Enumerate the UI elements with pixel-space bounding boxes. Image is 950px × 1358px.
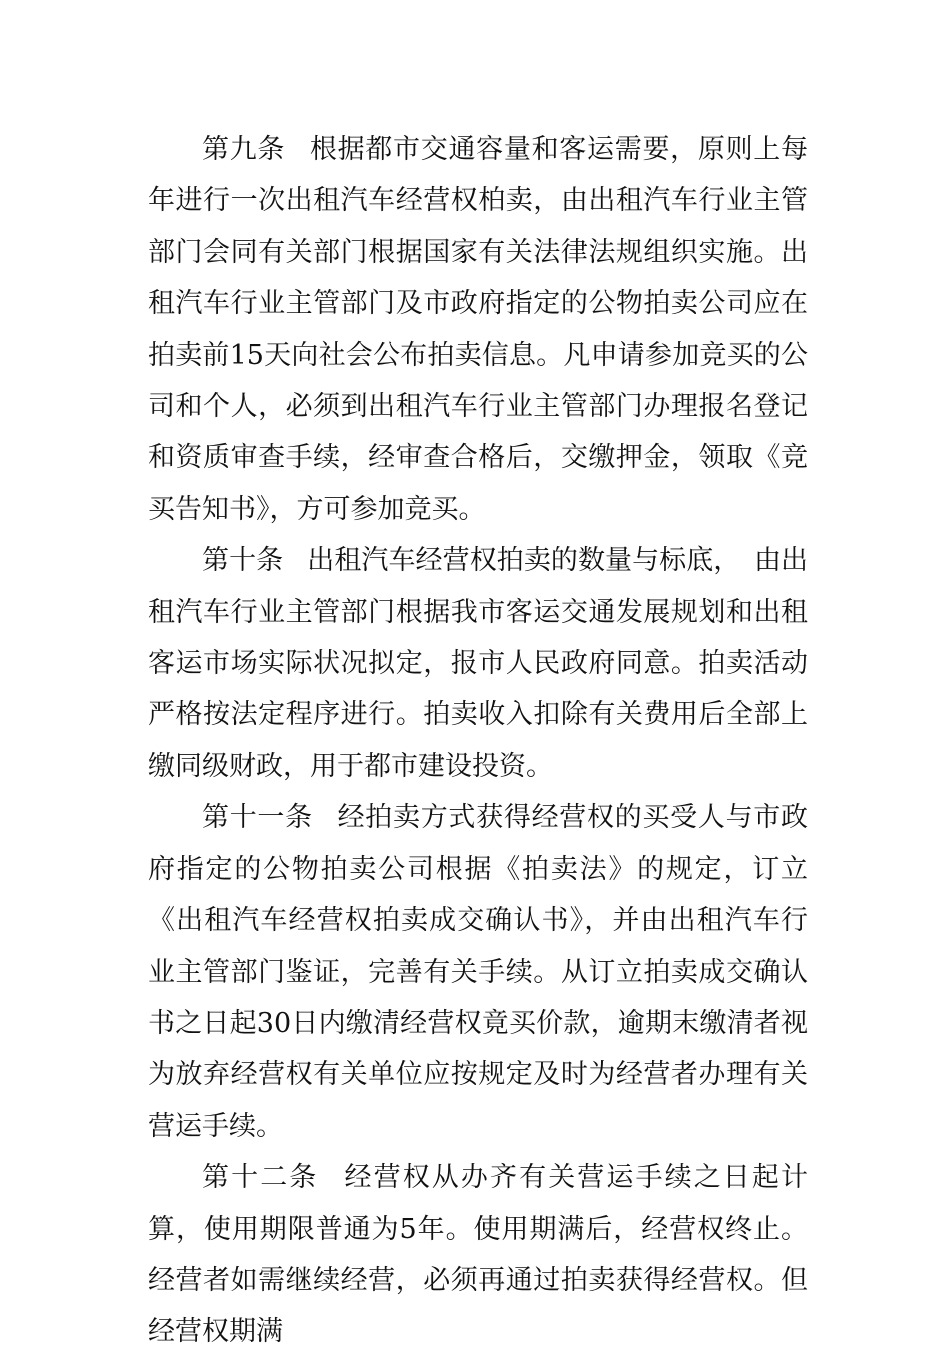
article-9	[148, 124, 808, 535]
document-body	[148, 124, 808, 1358]
article-12	[148, 1152, 808, 1358]
article-11-heading: 第十一条	[202, 802, 313, 834]
article-9-text: 根据都市交通容量和客运需要，原则上每年进行一次出租汽车经营权柏卖，由出租汽车行业主管部门会同有关部门根据国家有关法律法规组织实施。出租汽车行业主管部门及市政府指定的公物拍卖公司应在拍卖前15天向社会公布拍卖信息。凡申请参加竞买的公司和个人，必须到出租汽车行业主管部门办理报名登记和资质审查手续，经审查合格后，交缴押金，领取《竞买告知书》，方可参加竞买。	[148, 134, 809, 525]
article-9-heading: 第九条	[202, 134, 286, 165]
article-11-text: 经拍卖方式获得经营权的买受人与市政府指定的公物拍卖公司根据《拍卖法》的规定，订立《出租汽车经营权拍卖成交确认书》，并由出租汽车行业主管部门鉴证，完善有关手续。从订立拍卖成交确认书之日起30日内缴清经营权竟买价款，逾期末缴清者视为放弃经营权有关单位应按规定及时为经营者办理有关营运手续。	[148, 802, 809, 1142]
article-10	[148, 535, 808, 792]
article-10-heading: 第十条	[202, 545, 284, 577]
article-11	[148, 792, 808, 1152]
article-10-text: 出租汽车经营权拍卖的数量与标底， 由出租汽车行业主管部门根据我市客运交通发展规划和出租客运市场实际状况拟定，报市人民政府同意。拍卖活动严格按法定程序进行。拍卖收入扣除有关费用后全部上缴同级财政，用于都市建设投资。	[148, 545, 809, 782]
article-12-heading: 第十二条	[202, 1162, 319, 1194]
article-12-text: 经营权从办齐有关营运手续之日起计算，使用期限普通为5年。使用期满后，经营权终止。经营者如需继续经营，必须再通过拍卖获得经营权。但经营权期满	[148, 1162, 809, 1348]
